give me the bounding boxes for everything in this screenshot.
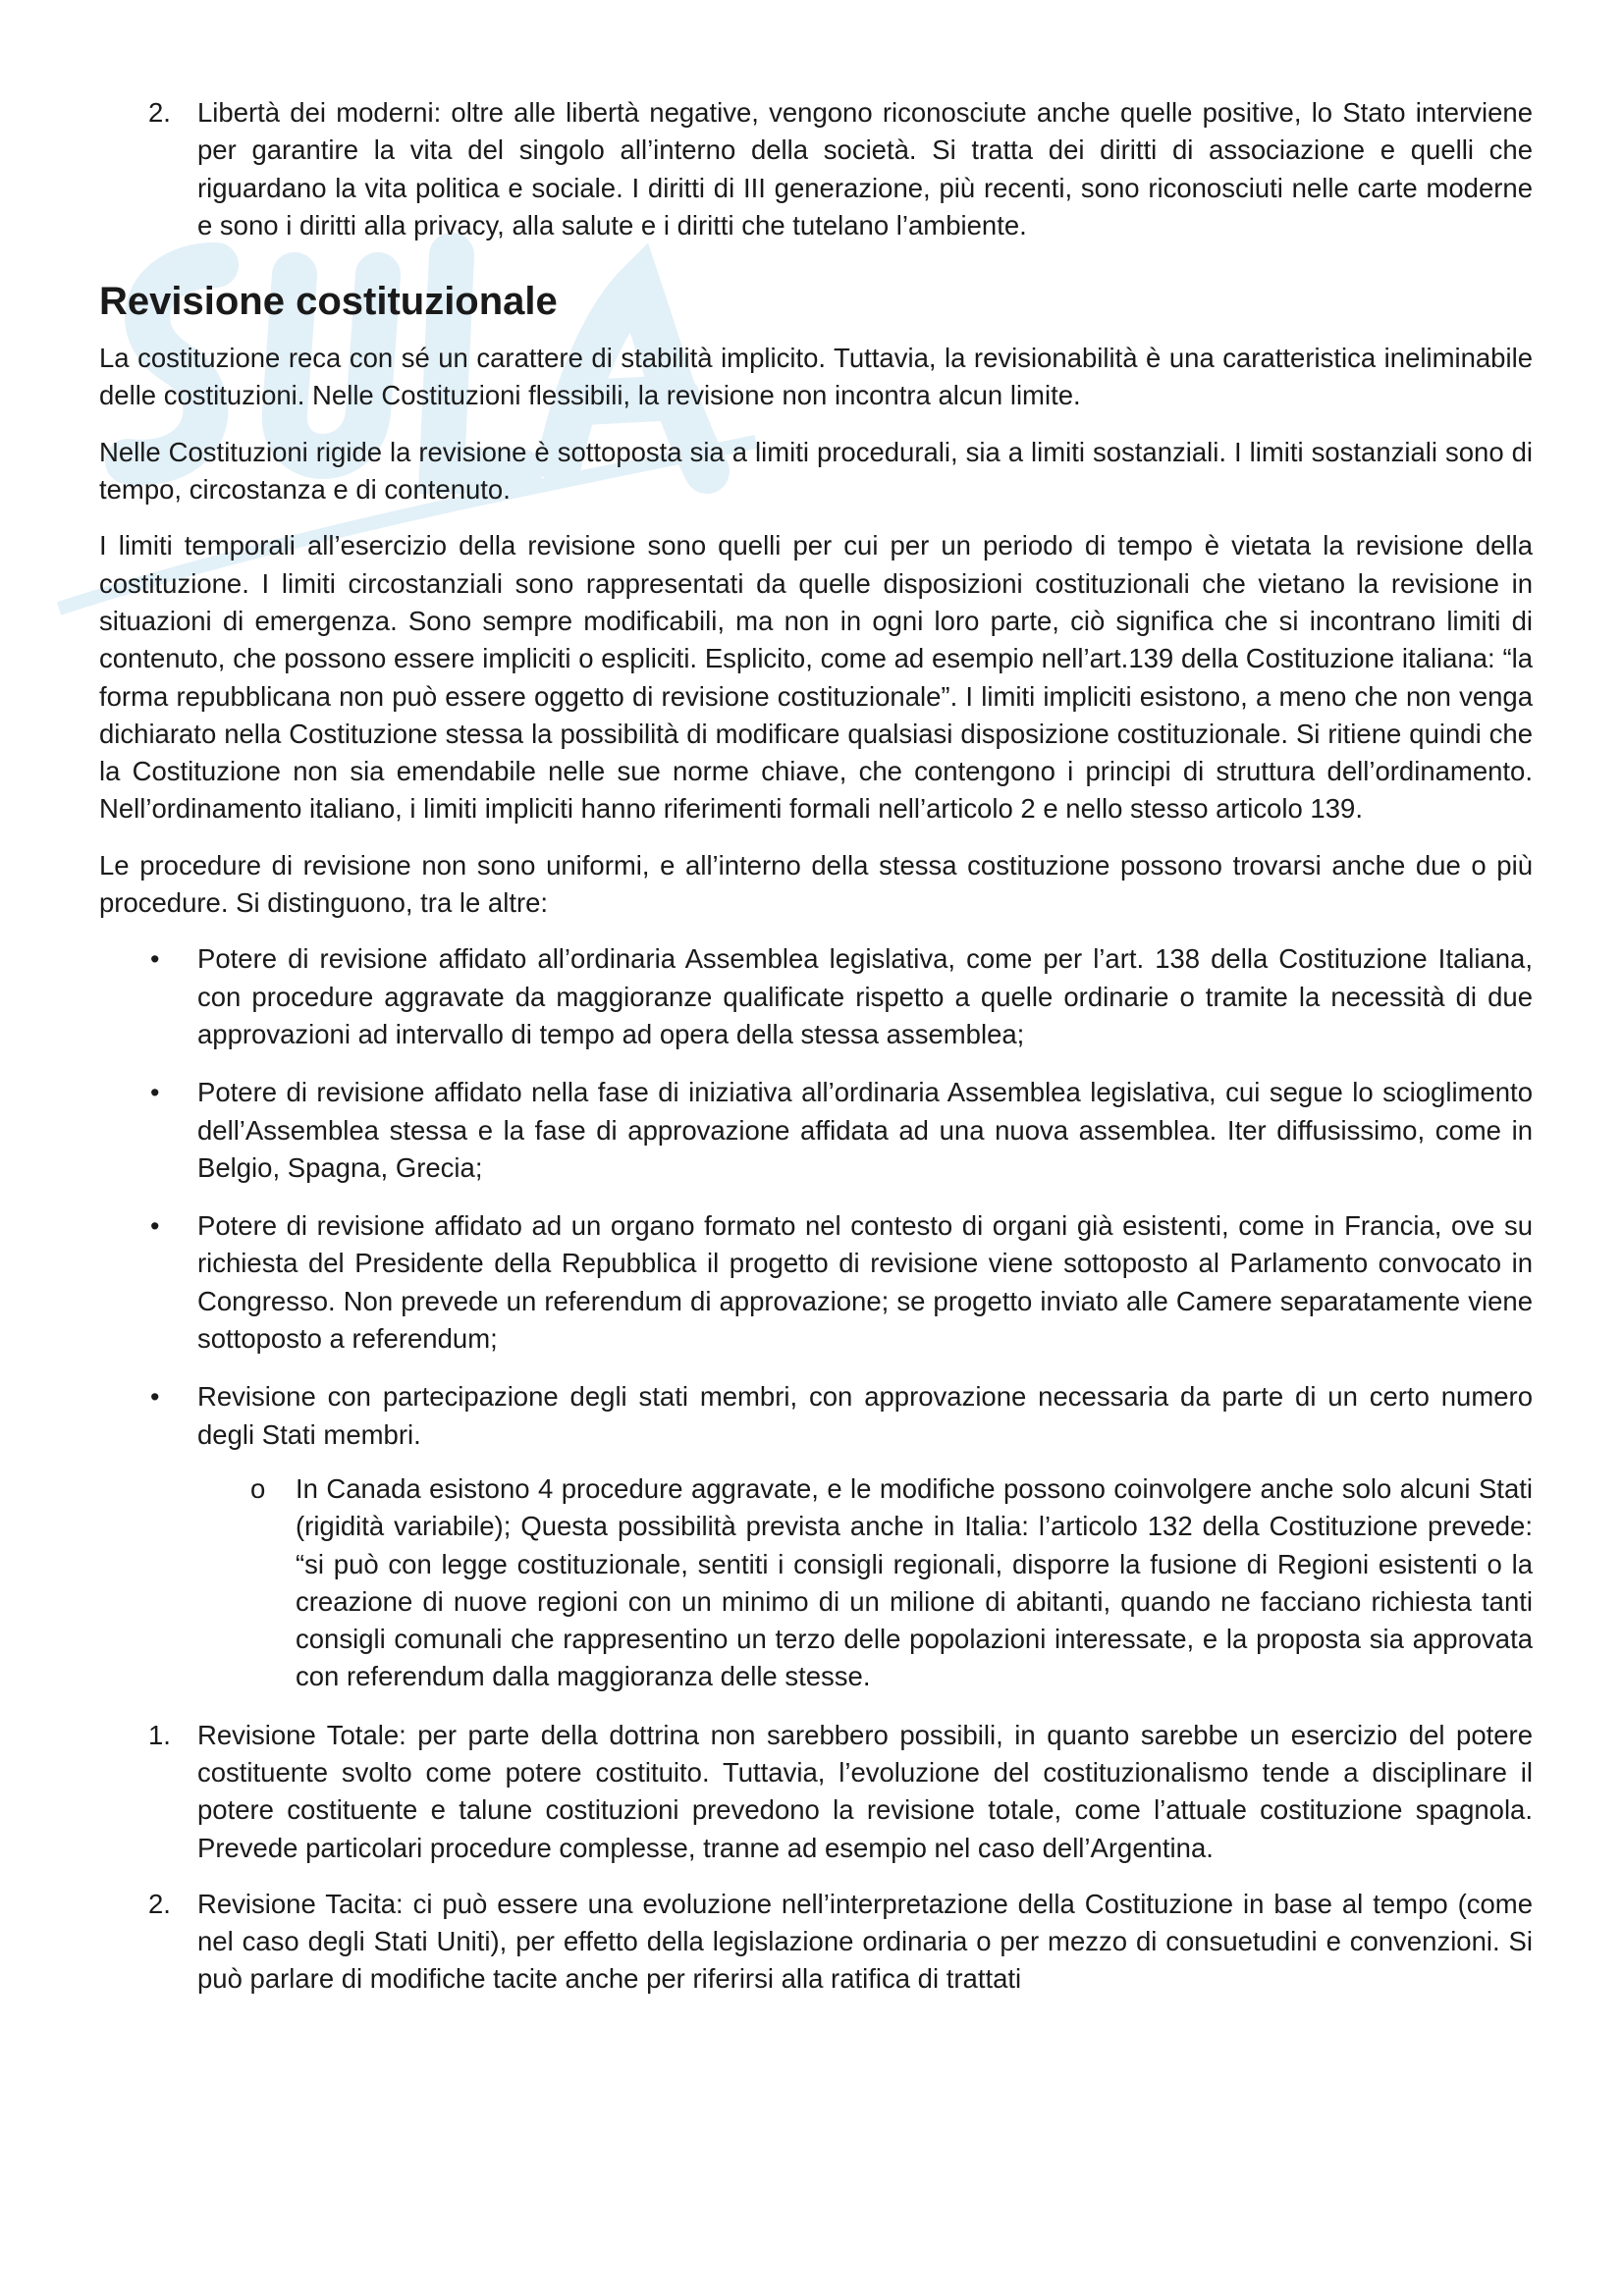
bullet-icon: • xyxy=(150,1211,160,1242)
bullet-item xyxy=(99,1378,1533,1695)
list-item-text: Libertà dei moderni: oltre alle libertà negative, vengono riconosciute anche quelle positive, lo Stato interviene per garantire la vita del singolo all’interno della società. Si tratta dei diritti di associazione e quelli che riguardano la vita politica e sociale. I diritti di III generazione, più recenti, sono riconosciuti nelle carte moderne e sono i diritti alla privacy, alla salute e i diritti che tutelano l’ambiente. xyxy=(197,97,1533,240)
bullet-icon: • xyxy=(150,1382,160,1413)
list-number: 2. xyxy=(148,1888,171,1919)
revision-types-list xyxy=(99,1717,1533,1999)
list-item-text: Revisione Tacita: ci può essere una evoluzione nell’interpretazione della Costituzione in base al tempo (come nel caso degli Stati Uniti), per effetto della legislazione ordinaria o per mezzo di consuetudini e convenzioni. Si può parlare di modifiche tacite anche per riferirsi alla ratifica di trattati xyxy=(197,1888,1533,1995)
sub-bullet-text: In Canada esistono 4 procedure aggravate, e le modifiche possono coinvolgere anche solo alcuni Stati (rigidità variabile); Questa possibilità prevista anche in Italia: l’articolo 132 della Costituzione prevede: “si può con legge costituzionale, sentiti i consigli regionali, disporre la fusione di Regioni esistenti o la creazione di nuove regioni con un minimo di un milione di abitanti, quando ne facciano richiesta tanti consigli comunali che rappresentino un terzo delle popolazioni interessate, e la proposta sia approvata con referendum dalla maggioranza delle stesse. xyxy=(296,1472,1533,1692)
list-item-text: Revisione Totale: per parte della dottrina non sarebbero possibili, in quanto sarebbe un esercizio del potere costituente svolto come potere costituito. Tuttavia, l’evoluzione del costituzionalismo tende a disciplinare il potere costituente e talune costituzioni prevedono la revisione totale, come l’attuale costituzione spagnola. Prevede particolari procedure complesse, tranne ad esempio nel caso dell’Argentina. xyxy=(197,1719,1533,1863)
bullet-item xyxy=(99,940,1533,1053)
intro-list-item xyxy=(99,94,1533,244)
bullet-text: Potere di revisione affidato ad un organo formato nel contesto di organi già esistenti, come in Francia, ove su richiesta del Presidente della Repubblica il progetto di revisione viene sottoposto al Parlamento convocato in Congresso. Non prevede un referendum di approvazione; se progetto inviato alle Camere separatamente viene sottoposto a referendum; xyxy=(197,1210,1533,1355)
sub-bullet-item xyxy=(197,1470,1533,1696)
sub-bullet-list xyxy=(197,1470,1533,1696)
bullet-text: Potere di revisione affidato nella fase di iniziativa all’ordinaria Assemblea legislativa, cui segue lo scioglimento dell’Assemblea stessa e la fase di approvazione affidata ad una nuova assemblea. Iter diffusissimo, come in Belgio, Spagna, Grecia; xyxy=(197,1077,1533,1183)
numbered-item xyxy=(99,1717,1533,1867)
bullet-icon: • xyxy=(150,944,160,975)
bullet-item xyxy=(99,1207,1533,1358)
intro-numbered-list xyxy=(99,94,1533,244)
list-number: 1. xyxy=(148,1719,171,1750)
numbered-item xyxy=(99,1886,1533,1999)
bullet-text: Revisione con partecipazione degli stati membri, con approvazione necessaria da parte di un certo numero degli Stati membri. xyxy=(197,1381,1533,1450)
document-page xyxy=(99,94,1533,2017)
bullet-icon: • xyxy=(150,1078,160,1108)
sub-bullet-icon: o xyxy=(250,1472,266,1504)
paragraph-stability: La costituzione reca con sé un carattere di stabilità implicito. Tuttavia, la revisionabilità è una caratteristica ineliminabile delle costituzioni. Nelle Costituzioni flessibili, la revisione non incontra alcun limite. xyxy=(99,343,1533,411)
section-heading: Revisione costituzionale xyxy=(99,280,558,324)
bullet-item xyxy=(99,1074,1533,1187)
paragraph-rigid-constitutions: Nelle Costituzioni rigide la revisione è sottoposta sia a limiti procedurali, sia a limiti sostanziali. I limiti sostanziali sono di tempo, circostanza e di contenuto. xyxy=(99,436,1533,506)
list-number: 2. xyxy=(148,97,171,128)
paragraph-limits: I limiti temporali all’esercizio della revisione sono quelli per cui per un periodo di tempo è vietata la revisione della costituzione. I limiti circostanziali sono rappresentati da quelle disposizioni costituzionali che vietano la revisione in situazioni di emergenza. Sono sempre modificabili, ma non in ogni loro parte, ciò significa che si incontrano limiti di contenuto, che possono essere impliciti o espliciti. Esplicito, come ad esempio nell’art.139 della Costituzione italiana: “la forma repubblicana non può essere oggetto di revisione costituzionale”. I limiti impliciti esistono, a meno che non venga dichiarato nella Costituzione stessa la possibilità di modificare qualsiasi disposizione costituzionale. Si ritiene quindi che la Costituzione non sia emendabile nelle sue norme chiave, che contengono i principi di struttura dell’ordinamento. Nell’ordinamento italiano, i limiti impliciti hanno riferimenti formali nell’articolo 2 e nello stesso articolo 139. xyxy=(99,530,1533,825)
paragraph-procedures: Le procedure di revisione non sono uniformi, e all’interno della stessa costituzione possono trovarsi anche due o più procedure. Si distinguono, tra le altre: xyxy=(99,849,1533,919)
procedures-bullet-list xyxy=(99,940,1533,1695)
bullet-text: Potere di revisione affidato all’ordinaria Assemblea legislativa, come per l’art. 138 della Costituzione Italiana, con procedure aggravate da maggioranze qualificate rispetto a quelle ordinarie o tramite la necessità di due approvazioni ad intervallo di tempo ad opera della stessa assemblea; xyxy=(197,943,1533,1049)
